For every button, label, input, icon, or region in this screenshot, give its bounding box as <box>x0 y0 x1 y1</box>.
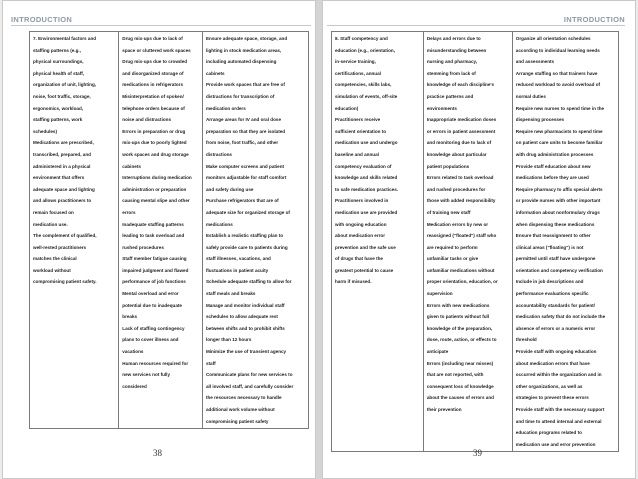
cell-text-line: Delays and errors due to <box>426 36 481 41</box>
cell-text-line: transcribed, prepared, and <box>33 151 91 157</box>
cell-text-line: patient populations <box>426 163 470 169</box>
cell-text-line: Misinterpretation of spoken/ <box>122 93 184 99</box>
cell-text-line: staffing patterns (e.g., <box>33 47 81 53</box>
cell-text-line: are required to perform <box>426 244 478 250</box>
cell-text-line: Require pharmacy to affix special alerts <box>515 186 603 192</box>
cell-text-line: Provide staff with the necessary support <box>515 407 605 412</box>
cell-text-line: Inadequate staffing patterns <box>122 221 184 227</box>
cell-text-line: dispensing processes <box>515 117 565 123</box>
cell-text-line: and allows practitioners to <box>33 198 92 204</box>
cell-text-line: telephone orders because of <box>122 105 185 111</box>
cell-text-line: medications before they are used <box>515 175 589 181</box>
cell-text-line: accountability standards for patient/ <box>515 302 595 308</box>
cell-text-line: Schedule adequate staffing to allow for <box>205 279 292 285</box>
cell-text-line: adequate space and lighting <box>33 186 95 192</box>
cell-text-line: simulation of events, off-site <box>335 93 398 99</box>
cell-text-line: absence of errors or a numeric error <box>515 325 596 331</box>
cell-text-line: Practitioners receive <box>335 117 381 123</box>
cell-text-line: according to individual learning needs <box>515 47 600 53</box>
cell-text-line: staff meals and breaks <box>205 291 256 297</box>
cell-text-line: Lack of staffing contingency <box>122 325 185 331</box>
cell-text-line: unfamiliar medications without <box>426 267 495 273</box>
cell-text-line: about medication error <box>335 233 386 239</box>
cell-text-line: Ensure that reassignment to other <box>515 233 591 239</box>
cell-text-line: supervision <box>426 291 453 297</box>
cell-text-line: lighting in stock medication areas, <box>205 47 282 53</box>
cell-text-line: occurred within the organization and in <box>515 372 602 378</box>
cell-text-line: remain focused on <box>33 209 74 215</box>
cell-text-line: medication use and error prevention <box>515 441 596 447</box>
cell-text-line: noise and distractions <box>122 117 172 123</box>
characteristic-cell <box>30 32 119 429</box>
cell-text-line: fluctuations in patient acuity <box>205 267 269 273</box>
cell-text-line: Arrange staffing so that trainers have <box>515 70 598 76</box>
cell-text-line: when dispensing these medications <box>515 221 595 227</box>
cell-text-line: organization of unit, lighting, <box>33 82 97 88</box>
cell-text-line: including automated dispensing <box>205 59 277 65</box>
cell-text-line: matches the clinical <box>33 256 77 262</box>
cell-text-line: noise, foot traffic, storage, <box>33 93 91 99</box>
cell-text-line: threshold <box>515 337 537 343</box>
cell-text-line: and disorganized storage of <box>122 70 184 76</box>
cell-text-line: staffing patterns, work <box>33 117 83 123</box>
cell-text-line: of training new staff <box>426 209 471 215</box>
cell-text-line: Provide work spaces that are free of <box>205 82 285 88</box>
cell-text-line: distractions <box>205 151 232 157</box>
cell-text-line: Include in job descriptions and <box>515 279 584 285</box>
characteristic-cell <box>332 32 424 452</box>
cell-text-line: staff <box>205 360 216 366</box>
cell-text-line: sufficient orientation to <box>335 128 387 134</box>
right-page <box>322 0 636 479</box>
cell-text-line: about medication errors that have <box>515 360 590 366</box>
cell-text-line: impaired judgment and flawed <box>122 267 189 273</box>
cell-text-line: cabinets <box>122 163 141 169</box>
cell-text-line: cabinets <box>205 70 225 76</box>
cell-text-line: Interruptions during medication <box>122 175 192 181</box>
cell-text-line: nursing and pharmacy, <box>426 59 478 65</box>
cell-text-line: Provide staff education about new <box>515 163 591 169</box>
cell-text-line: Errors related to task overload <box>426 175 494 181</box>
running-header: INTRODUCTION <box>563 15 625 24</box>
cell-text-line: with drug administration processes <box>515 151 594 157</box>
cell-text-line: Make computer screens and patient <box>205 163 285 169</box>
cell-text-line: Medication errors by new or <box>426 221 489 227</box>
cell-text-line: Errors (including near misses) <box>426 360 494 366</box>
cell-text-line: Practitioners involved in <box>335 198 389 204</box>
cell-text-line: knowledge of the preparation, <box>426 325 493 331</box>
cell-text-line: leading to task overload and <box>122 233 185 239</box>
cell-text-line: their prevention <box>426 407 462 412</box>
cell-text-line: workload without <box>33 267 71 273</box>
cell-text-line: rushed procedures <box>122 244 164 250</box>
cell-text-line: reassigned ("floated") staff who <box>426 233 497 239</box>
cell-text-line: breaks <box>122 314 138 320</box>
cell-text-line: education (e.g., orientation, <box>335 47 395 53</box>
cell-text-line: new services not fully <box>122 372 171 378</box>
cell-text-line: potential due to inadequate <box>122 302 182 308</box>
cell-text-line: from noise, foot traffic, and other <box>205 140 279 146</box>
running-header: INTRODUCTION <box>11 15 73 24</box>
cell-text-line: permitted until staff have undergone <box>515 256 596 262</box>
cell-text-line: causing mental slipe and other <box>122 198 190 204</box>
cell-text-line: in-service training, <box>335 59 376 65</box>
cell-text-line: proper orientation, education, or <box>426 279 498 285</box>
cell-text-line: additional work volume without <box>205 407 275 412</box>
cell-text-line: schedules to allow adequate rest <box>205 314 278 320</box>
cell-text-line: information about nonformulary drugs <box>515 209 600 215</box>
cell-text-line: plans to cover illness and <box>122 337 179 343</box>
cell-text-line: administration or preparation <box>122 186 187 192</box>
cell-text-line: anticipate <box>426 349 449 355</box>
cell-text-line: and rushed procedures for <box>426 186 486 192</box>
cell-text-line: medications in refrigerators <box>122 82 184 88</box>
cell-text-line: Inappropriate medication doses <box>426 117 497 123</box>
cell-text-line: consequent loss of knowledge <box>426 383 494 389</box>
cell-text-line: greatest potential to cause <box>335 267 394 273</box>
cell-text-line: stemming from lack of <box>426 70 476 76</box>
cell-text-line: medication use are provided <box>335 209 398 215</box>
page-number: 38 <box>153 448 162 458</box>
cell-text-line: Human resources required for <box>122 360 189 366</box>
cell-text-line: unfamiliar tasks or give <box>426 256 479 262</box>
cell-text-line: considered <box>122 383 147 389</box>
cell-text-line: adequate size for organized storage of <box>205 209 290 215</box>
cell-text-line: practice patterns and <box>426 93 474 99</box>
cell-text-line: on patient care units to become familiar <box>515 140 603 146</box>
cell-text-line: distractions for transcription of <box>205 93 275 99</box>
failure-mode-cell <box>119 32 203 429</box>
cell-text-line: competencies, skills labs, <box>335 82 392 88</box>
cell-text-line: certifications, annual <box>335 70 381 76</box>
cell-text-line: with ongoing education <box>335 221 387 227</box>
cell-text-line: Errors in preparation or drug <box>122 128 186 134</box>
cell-text-line: strategies to prevent these errors <box>515 395 589 401</box>
cell-text-line: misunderstanding between <box>426 47 487 53</box>
cell-text-line: Minimize the use of transient agency <box>205 349 287 355</box>
cell-text-line: performance evaluations specific <box>515 291 589 297</box>
cell-text-line: or errors in patient assessment <box>426 128 496 134</box>
cell-text-line: environments <box>426 105 457 111</box>
cell-text-line: the resources necessary to handle <box>205 395 282 401</box>
cell-text-line: errors <box>122 209 136 215</box>
cell-text-line: Require new pharmacists to spend time <box>515 128 603 134</box>
cell-text-line: compromising patient safety. <box>33 279 97 285</box>
cell-text-line: that are not reported, with <box>426 372 484 378</box>
cell-text-line: Ensure adequate space, storage, and <box>205 36 288 41</box>
cell-text-line: or provide nurses with other important <box>515 198 601 204</box>
page-number: 39 <box>473 448 482 458</box>
cell-text-line: Purchase refrigerators that are of <box>205 198 279 204</box>
cell-text-line: competency evaluation of <box>335 163 392 169</box>
cell-text-line: to safe medication practices. <box>335 186 399 192</box>
cell-text-line: baseline and annual <box>335 151 379 157</box>
header-rule <box>327 25 625 26</box>
cell-text-line: Drug mix-ups due to crowded <box>122 59 188 65</box>
cell-text-line: Establish a realistic staffing plan to <box>205 233 284 239</box>
cell-text-line: Medications are prescribed, <box>33 140 94 146</box>
cell-text-line: between shifts and to prohibit shifts <box>205 325 285 331</box>
cell-text-line: Drug mix-ups due to lack of <box>122 36 183 41</box>
strategy-cell <box>512 32 618 452</box>
cell-text-line: medications <box>205 221 233 227</box>
cell-text-line: ergonomics, workload, <box>33 105 84 111</box>
cell-text-line: 7. Environmental factors and <box>33 36 97 41</box>
risk-table <box>29 31 309 429</box>
cell-text-line: knowledge and skills related <box>335 175 398 181</box>
header-rule <box>11 25 311 26</box>
cell-text-line: 8. Staff competency and <box>335 36 388 41</box>
cell-text-line: education) <box>335 105 359 111</box>
cell-text-line: orientation and competency verification <box>515 267 603 273</box>
cell-text-line: The complement of qualified, <box>33 233 97 239</box>
cell-text-line: Errors with new medications <box>426 302 490 308</box>
strategy-cell <box>202 32 308 429</box>
cell-text-line: staff illnesses, vacations, and <box>205 256 271 262</box>
risk-table <box>331 31 619 452</box>
cell-text-line: space or cluttered work spaces <box>122 47 191 53</box>
cell-text-line: vacations <box>122 349 144 355</box>
cell-text-line: about the causes of errors and <box>426 395 494 401</box>
cell-text-line: those with added responsibility <box>426 198 496 204</box>
cell-text-line: Organize all orientation schedules <box>515 36 591 41</box>
cell-text-line: monitors adjustable for staff comfort <box>205 175 287 181</box>
cell-text-line: longer than 12 hours <box>205 337 252 343</box>
cell-text-line: environment that offers <box>33 175 85 181</box>
cell-text-line: reduced workload to avoid overload of <box>515 82 601 88</box>
cell-text-line: safely provide care to patients during <box>205 244 288 250</box>
cell-text-line: education programs related to <box>515 430 582 436</box>
cell-text-line: work spaces and drug storage <box>122 151 189 157</box>
cell-text-line: well-rested practitioners <box>33 244 87 250</box>
cell-text-line: and assessments <box>515 59 555 65</box>
cell-text-line: mix-ups due to poorly lighted <box>122 140 187 146</box>
cell-text-line: of drugs that have the <box>335 256 383 262</box>
cell-text-line: medication use and undergo <box>335 140 398 146</box>
cell-text-line: dose, route, action, or effects to <box>426 337 497 343</box>
cell-text-line: Communicate plans for new services to <box>205 372 293 378</box>
cell-text-line: Manage and monitor individual staff <box>205 302 285 308</box>
cell-text-line: all involved staff, and carefully consider <box>205 383 294 389</box>
cell-text-line: normal duties <box>515 93 546 99</box>
cell-text-line: Staff member fatigue causing <box>122 256 187 262</box>
cell-text-line: clinical areas ("floating") is not <box>515 244 584 250</box>
cell-text-line: physical health of staff, <box>33 70 85 76</box>
cell-text-line: administered in a physical <box>33 163 91 169</box>
cell-text-line: knowledge about particular <box>426 151 487 157</box>
left-page <box>2 0 316 479</box>
cell-text-line: performance of job functions <box>122 279 186 285</box>
cell-text-line: medication orders <box>205 105 246 111</box>
cell-text-line: given to patients without full <box>426 314 490 320</box>
cell-text-line: and safety during use <box>205 186 254 192</box>
cell-text-line: medication safety that do not include the <box>515 314 606 320</box>
cell-text-line: Require new nurses to spend time in the <box>515 105 605 111</box>
cell-text-line: Arrange areas for IV and oral dose <box>205 117 282 123</box>
cell-text-line: prevention and the safe use <box>335 244 396 250</box>
cell-text-line: other organizations, as well as <box>515 383 583 389</box>
cell-text-line: physical surroundings, <box>33 59 84 65</box>
cell-text-line: compromising patient safety <box>205 418 269 424</box>
cell-text-line: preparation so that they are isolated <box>205 128 286 134</box>
cell-text-line: and time to attend internal and external <box>515 418 602 424</box>
cell-text-line: knowledge of each discipline's <box>426 82 495 88</box>
cell-text-line: medication use. <box>33 221 68 227</box>
cell-text-line: harm if misused. <box>335 279 372 285</box>
cell-text-line: schedules) <box>33 128 57 134</box>
cell-text-line: Mental overload and error <box>122 291 179 297</box>
cell-text-line: Provide staff with ongoing education <box>515 349 597 355</box>
cell-text-line: and monitoring due to lack of <box>426 140 492 146</box>
failure-mode-cell <box>423 32 512 452</box>
